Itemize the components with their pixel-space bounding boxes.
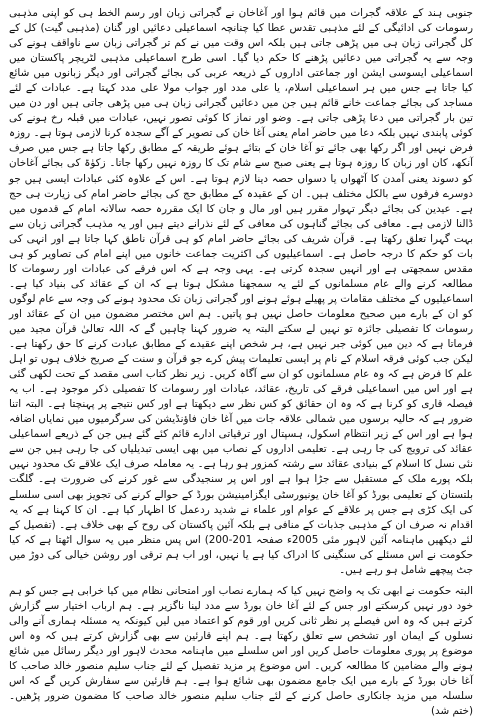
article-paragraph-1: جنوبی ہند کے علاقہ گجرات میں قائم ہوا اور آغاخان نے گجراتی زبان اور رسم الخط ہی کو اپنی مذہبی رسومات کی ادائیگی کے لئے مذہبی تقدس عطا کیا چنانچہ اسماعیلی دعائیں اور گنان (مذہبی گیت) کل کے کل گجراتی زبان ہی میں پڑھی جاتی ہیں بلکہ اس وقت میں نے کم تر گجراتی زبان سے ناواقف ہونے کی وجہ سے یہ گجراتی میں دعائیں پڑھنے کا حکم دیا گیا۔ اسی طرح اسماعیلی مذہبی لٹریچر پاکستان میں اسماعیلی ایسوسی ایشن اور جماعتی اداروں کے ذریعہ عربی کی بجائے گجراتی اور دیگر زبانوں میں شائع کیا جاتا ہے جس میں ہر اسماعیلی اسلام، یا علی مدد اور جواب مولا علی مدد کہتا ہے۔ عبادات کے لئے مساجد کی بجائے جماعت خانے قائم ہیں جن میں دعائیں گجراتی زبان ہی میں پڑھی جاتی ہیں اور دن میں تین بار گجراتی میں دعا پڑھی جاتی ہے۔ وضو اور نماز کا کوئی تصور نہیں، عبادات میں قبلہ رخ ہونے کی کوئی پابندی نہیں بلکہ دعا میں حاضر امام یعنی آغا خان کی تصویر کے آگے سجدہ کرنا لازمی ہوتا ہے۔ روزہ فرض نہیں اور اگر رکھا بھی جائے تو آغا خان کے بتائے ہوئے طریقہ کے مطابق رکھا جاتا ہے جس میں صرف آنکھ، کان اور زبان کا روزہ ہوتا ہے یعنی صبح سے شام تک کا روزہ نہیں رکھا جاتا۔ زکوٰۃ کی بجائے آغاخان کو دسوند یعنی آمدن کا آٹھواں یا دسواں حصہ دینا لازم ہوتا ہے۔ اس کے علاوہ کئی عبادات ایسی ہیں جو دوسرے فرقوں سے بالکل مختلف ہیں۔ ان کے عقیدہ کے مطابق حج کی بجائے حاضر امام کی زیارت ہی حج ہے۔ عیدین کی بجائے دیگر تہوار مقرر ہیں اور مال و جان کا ایک مقررہ حصہ سالانہ امام کے قدموں میں ڈالنا لازمی ہے۔ معافی کی بجائے گناہوں کی معافی کے لئے نذرانے دیتے ہیں اور یہ مذہب گجراتی زبان سے بہت گہرا تعلق رکھتا ہے۔ قرآن شریف کی بجائے حاضر امام کو ہی قرآن ناطق کہا جاتا ہے اور انہی کی بات کو حکم کا درجہ حاصل ہے۔ اسماعیلیوں کی اکثریت جماعت خانوں میں اپنے امام کی تصاویر کو ہی مقدس سمجھتی ہے اور انہیں سجدہ کرتی ہے۔ یہی وجہ ہے کہ اس فرقے کی عبادات اور رسومات کا مطالعہ کرنے والے عام مسلمانوں کے لئے یہ سمجھنا مشکل ہوتا ہے کہ ان کے عقائد کی بنیاد کیا ہے۔ اسماعیلیوں کے مختلف مقامات پر پھیلے ہوئے ہونے اور گجراتی زبان تک محدود ہونے کی وجہ سے عام لوگوں کو ان کے بارے میں صحیح معلومات حاصل نہیں ہو پاتیں۔ ہم اس مختصر مضمون میں ان کے عقائد اور رسومات کا تفصیلی جائزہ تو نہیں لے سکتے البتہ یہ ضرور کہنا چاہیں گے کہ اللہ تعالیٰ قرآن مجید میں فرماتا ہے کہ دین میں کوئی جبر نہیں ہے، ہر شخص اپنے عقیدے کے مطابق عبادت کرنے کا حق رکھتا ہے۔ لیکن جب کوئی فرقہ اسلام کے نام پر ایسی تعلیمات پیش کرے جو قرآن و سنت کے صریح خلاف ہوں تو اہل علم کا فرض ہے کہ وہ عام مسلمانوں کو ان سے آگاہ کریں۔ زیر نظر کتاب اسی مقصد کے تحت لکھی گئی ہے اور اس میں اسماعیلی فرقے کی تاریخ، عقائد، عبادات اور رسومات کا تفصیلی ذکر موجود ہے۔ اب یہ فیصلہ قاری کو کرنا ہے کہ وہ ان حقائق کو کس نظر سے دیکھتا ہے اور کس نتیجے پر پہنچتا ہے۔ البتہ اتنا ضرور ہے کہ حالیہ برسوں میں شمالی علاقہ جات میں آغا خان فاؤنڈیشن کی سرگرمیوں میں نمایاں اضافہ ہوا ہے اور اس کے زیر انتظام اسکول، ہسپتال اور ترقیاتی ادارے قائم کئے گئے ہیں جن کے ذریعے اسماعیلی عقائد کی ترویج کی جا رہی ہے۔ تعلیمی اداروں کے نصاب میں بھی ایسی تبدیلیاں کی جا رہی ہیں جن سے نئی نسل کا اسلام کے بنیادی عقائد سے رشتہ کمزور ہو رہا ہے۔ یہ معاملہ صرف ایک علاقے تک محدود نہیں بلکہ پورے ملک کے مستقبل سے جڑا ہوا ہے اور اس پر سنجیدگی سے غور کرنے کی ضرورت ہے۔ گلگت بلتستان کے تعلیمی بورڈ کو آغا خان یونیورسٹی ایگزامینیشن بورڈ کے حوالے کرنے کی تجویز بھی اسی سلسلے کی ایک کڑی ہے جس پر علاقے کے عوام اور علماء نے شدید ردعمل کا اظہار کیا ہے۔ ان کا کہنا ہے کہ یہ اقدام نہ صرف ان کے مذہبی جذبات کے منافی ہے بلکہ آئین پاکستان کی روح کے بھی خلاف ہے۔ (تفصیل کے لئے دیکھیں ماہنامہ آئین لاہور مئی 2005ء صفحہ 201-200) اس پس منظر میں یہ سوال اٹھتا ہے کہ کیا حکومت نے اس مسئلے کی سنگینی کا ادراک کیا ہے یا نہیں، اور اب ہم ترقی اور روشن خیالی کی دوڑ میں جٹ پیچھے شامل ہو رہے ہیں۔ [9, 7, 473, 576]
article-paragraph-2: البتہ حکومت نے ابھی تک یہ واضح نہیں کیا کہ ہمارے نصاب اور امتحانی نظام میں کیا خرابی ہے جس کو ہم خود دور نہیں کرسکتے اور جس کے لئے آغا خان بورڈ سے مدد لینا ناگزیر ہے۔ ہم ارباب اختیار سے گزارش کرتے ہیں کہ وہ اس فیصلے پر نظر ثانی کریں اور قوم کو اعتماد میں لیں کیونکہ یہ مسئلہ ہماری آنے والی نسلوں کے ایمان اور تشخص سے تعلق رکھتا ہے۔ ہم اپنے قارئین سے بھی گزارش کرتے ہیں کہ وہ اس موضوع پر پوری معلومات حاصل کریں اور اس سلسلے میں ماہنامہ محدث لاہور اور دیگر رسائل میں شائع ہونے والے مضامین کا مطالعہ کریں۔ اس موضوع پر مزید تفصیل کے لئے جناب سلیم منصور خالد صاحب کا آغا خان بورڈ کے بارے میں ایک جامع مضمون بھی شائع ہوا ہے۔ ہم قارئین سے سفارش کریں گے کہ اس سلسلہ میں مزید جانکاری حاصل کرنے کے لئے جناب سلیم منصور خالد صاحب کا مضمون ضرور پڑھیں۔ (ختم شد) [9, 584, 473, 718]
